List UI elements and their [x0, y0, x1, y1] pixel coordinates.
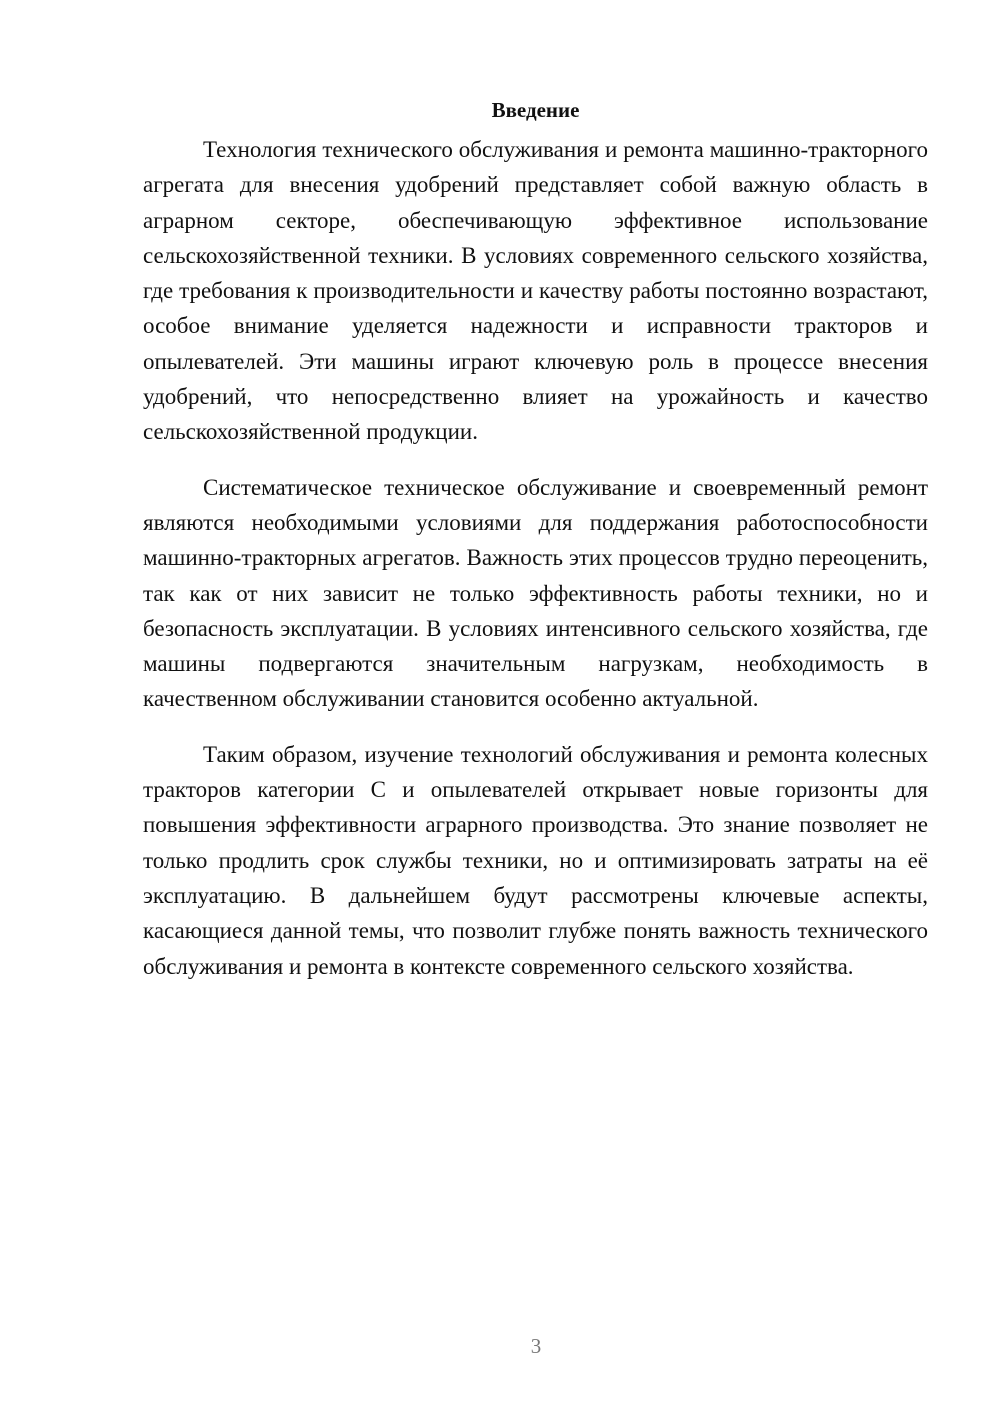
section-heading: Введение [491, 98, 580, 122]
page-number: 3 [530, 1334, 542, 1358]
paragraph-1: Технология технического обслуживания и ремонта машинно-тракторного агрегата для внесения удобрений представляет собой важную область в аграрном секторе, обеспечивающую эффективное использование сельскохозяйственной техники. В условиях современного сельского хозяйства, где требования к производительности и качеству работы постоянно возрастают, особое внимание уделяется надежности и исправности тракторов и опылевателей. Эти машины играют ключевую роль в процессе внесения удобрений, что непосредственно влияет на урожайность и качество сельскохозяйственной продукции. [143, 137, 928, 445]
page-content [143, 92, 928, 984]
paragraph-3: Таким образом, изучение технологий обслуживания и ремонта колесных тракторов категории С и опылевателей открывает новые горизонты для повышения эффективности аграрного производства. Это знание позволяет не только продлить срок службы техники, но и оптимизировать затраты на её эксплуатацию. В дальнейшем будут рассмотрены ключевые аспекты, касающиеся данной темы, что позволит глубже понять важность технического обслуживания и ремонта в контексте современного сельского хозяйства. [143, 741, 928, 979]
paragraph-2: Систематическое техническое обслуживание и своевременный ремонт являются необходимыми условиями для поддержания работоспособности машинно-тракторных агрегатов. Важность этих процессов трудно переоценить, так как от них зависит не только эффективность работы техники, но и безопасность эксплуатации. В условиях интенсивного сельского хозяйства, где машины подвергаются значительным нагрузкам, необходимость в качественном обслуживании становится особенно актуальной. [143, 474, 928, 712]
